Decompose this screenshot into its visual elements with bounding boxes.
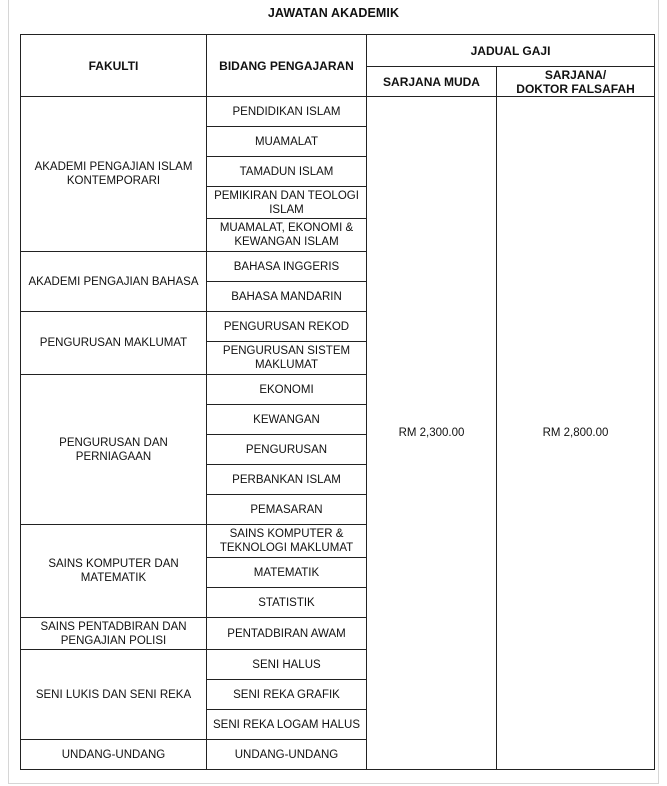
faculty-cell: AKADEMI PENGAJIAN ISLAM KONTEMPORARI [21,97,207,252]
field-cell: PEMIKIRAN DAN TEOLOGI ISLAM [207,187,367,219]
field-cell: PEMASARAN [207,495,367,525]
field-cell: SENI HALUS [207,650,367,680]
faculty-cell: SAINS PENTADBIRAN DAN PENGAJIAN POLISI [21,618,207,650]
faculty-cell: PENGURUSAN MAKLUMAT [21,312,207,375]
header-sarjana-phd [497,67,655,97]
header-sarjana-phd-line2: DOKTOR FALSAFAH [516,81,635,96]
header-bidang: BIDANG PENGAJARAN [207,35,367,97]
field-cell: MATEMATIK [207,558,367,588]
table-row [21,97,655,127]
field-cell: PENGURUSAN [207,435,367,465]
field-cell: STATISTIK [207,588,367,618]
field-cell: BAHASA MANDARIN [207,282,367,312]
field-cell: SENI REKA LOGAM HALUS [207,710,367,740]
header-jadual-gaji: JADUAL GAJI [367,35,655,67]
field-cell: TAMADUN ISLAM [207,157,367,187]
field-cell: PENTADBIRAN AWAM [207,618,367,650]
header-sarjana-muda: SARJANA MUDA [367,67,497,97]
field-cell: SENI REKA GRAFIK [207,680,367,710]
faculty-cell: SENI LUKIS DAN SENI REKA [21,650,207,740]
field-cell: EKONOMI [207,375,367,405]
faculty-cell: SAINS KOMPUTER DAN MATEMATIK [21,525,207,618]
faculty-cell: AKADEMI PENGAJIAN BAHASA [21,252,207,312]
field-cell: SAINS KOMPUTER & TEKNOLOGI MAKLUMAT [207,525,367,558]
field-cell: UNDANG-UNDANG [207,740,367,770]
field-cell: PERBANKAN ISLAM [207,465,367,495]
field-cell: KEWANGAN [207,405,367,435]
salary-sarjana-muda: RM 2,300.00 [367,97,497,770]
field-cell: MUAMALAT, EKONOMI & KEWANGAN ISLAM [207,219,367,252]
header-fakulti: FAKULTI [21,35,207,97]
field-cell: PENDIDIKAN ISLAM [207,97,367,127]
salary-sarjana-phd: RM 2,800.00 [497,97,655,770]
academic-salary-table [20,34,655,770]
field-cell: MUAMALAT [207,127,367,157]
page-title: JAWATAN AKADEMIK [267,6,400,20]
field-cell: BAHASA INGGERIS [207,252,367,282]
field-cell: PENGURUSAN REKOD [207,312,367,342]
field-cell: PENGURUSAN SISTEM MAKLUMAT [207,342,367,375]
faculty-cell: PENGURUSAN DAN PERNIAGAAN [21,375,207,525]
faculty-cell: UNDANG-UNDANG [21,740,207,770]
table-body [21,97,655,770]
header-sarjana-phd-line1: SARJANA/ [544,67,607,82]
